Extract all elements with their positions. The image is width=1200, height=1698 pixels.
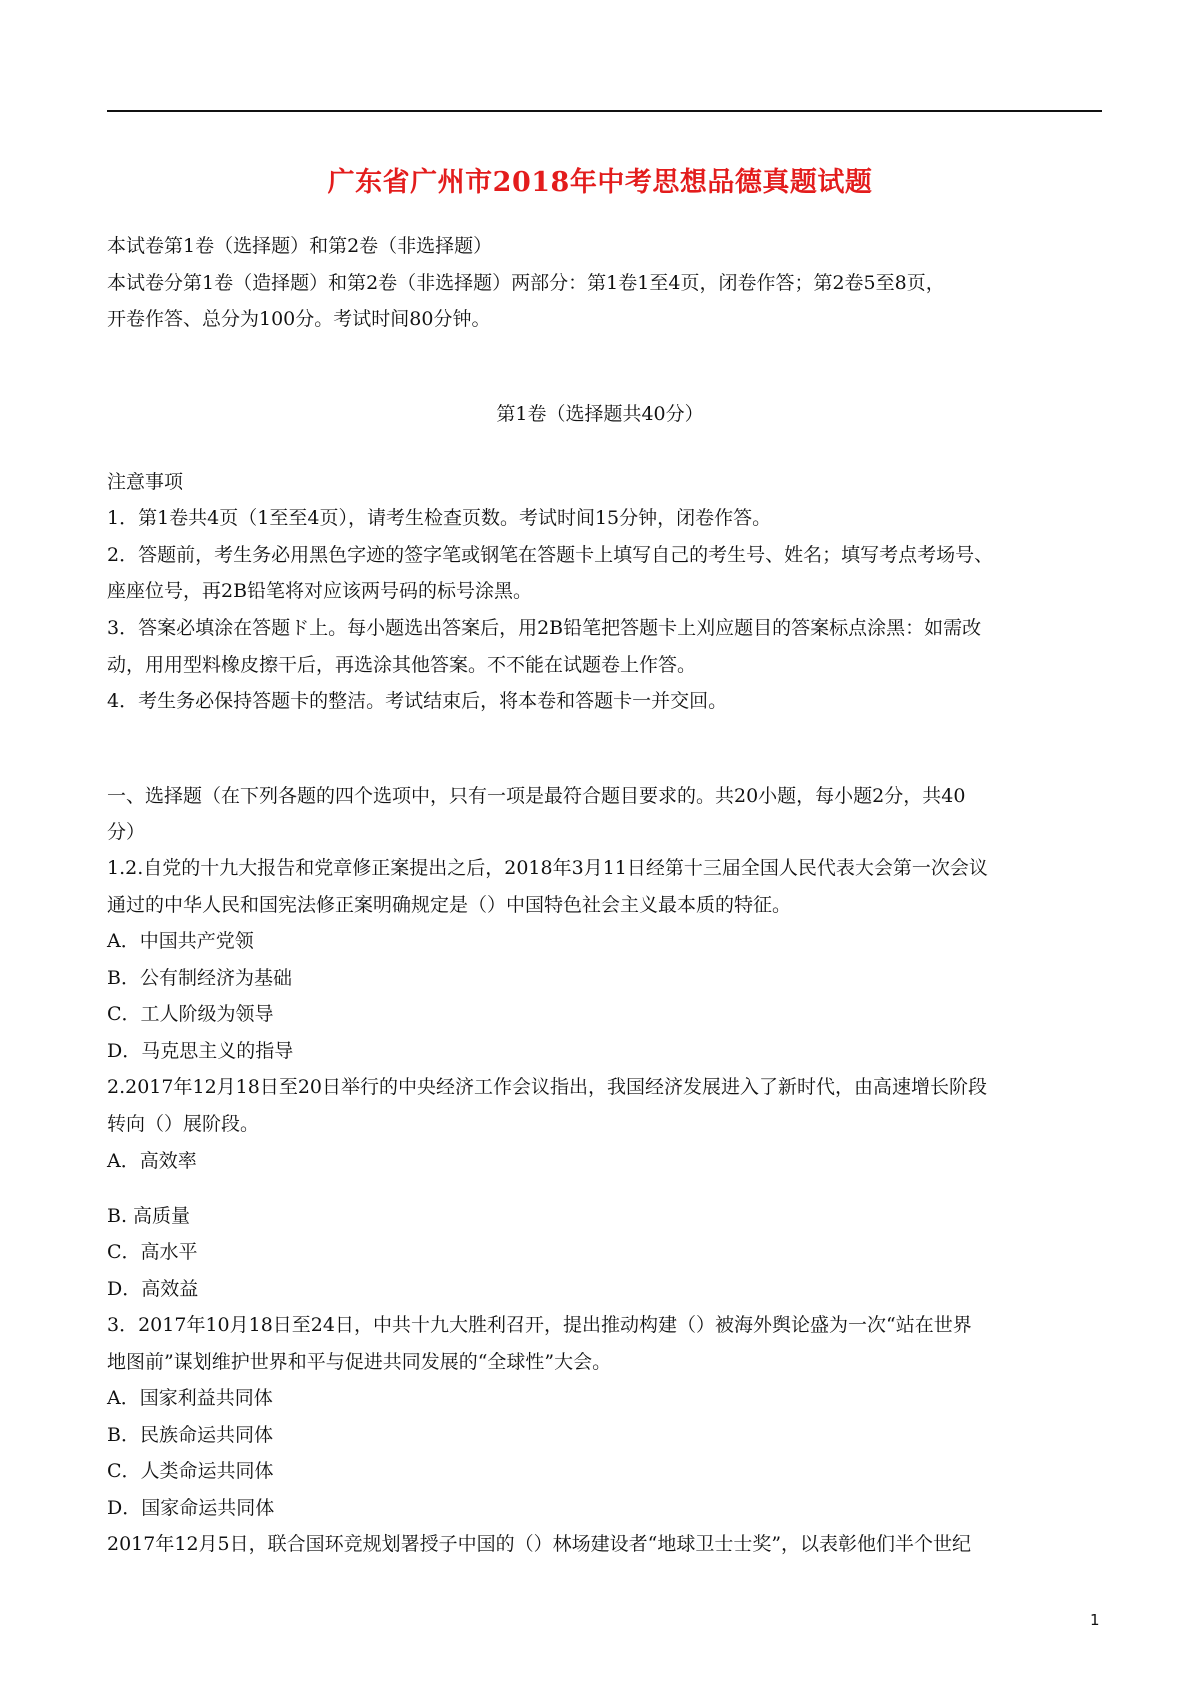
intro-line: 本试卷分第1卷（造择题）和第2卷（非选择题）两部分：第1卷1至4页，闭卷作答；第2卷5至8页， (107, 272, 945, 294)
question-stem: 2.2017年12月18日至20日举行的中央经济工作会议指出，我国经济发展进入了新时代，由高速增长阶段 (107, 1076, 988, 1098)
note-item: 1．第1卷共4页（1至至4页），请考生检查页数。考试时间15分钟，闭卷作答。 (107, 507, 772, 529)
note-item: 动，用用型料橡皮擦干后，再选涂其他答案。不不能在试题卷上作答。 (107, 654, 697, 676)
option: A．高效率 (107, 1150, 197, 1172)
question-stem: 转向（）展阶段。 (107, 1113, 260, 1135)
option: D．高效益 (107, 1278, 199, 1300)
note-item: 4．考生务必保持答题卡的整洁。考试结束后，将本卷和答题卡一并交回。 (107, 690, 728, 712)
document-title: 广东省广州市2018年中考思想品德真题试题 (327, 167, 873, 198)
header-rule (107, 110, 1102, 112)
note-item: 2．答题前，考生务必用黑色字迹的签字笔或钢笔在答题卡上填写自己的考生号、姓名；填写考点考场号、 (107, 544, 994, 566)
option: A．国家利益共同体 (107, 1387, 273, 1409)
note-item: 3．答案必填涂在答题ド上。每小题选出答案后，用2B铅笔把答题卡上刈应题目的答案标点涂黑：如需改 (107, 617, 982, 639)
option: A．中国共产党领 (107, 930, 254, 952)
option: C．工人阶级为领导 (107, 1003, 274, 1025)
option: C．高水平 (107, 1241, 198, 1263)
option: C．人类命运共同体 (107, 1460, 274, 1482)
option: B. 高质量 (107, 1205, 191, 1227)
option: D．国家命运共同体 (107, 1497, 275, 1519)
intro-line: 本试卷第1卷（选择题）和第2卷（非选择题） (107, 235, 493, 257)
question-stem: 1.2.自党的十九大报告和党章修正案提出之后，2018年3月11日经第十三届全国人民代表大会第一次会议 (107, 857, 988, 879)
option: B．公有制经济为基础 (107, 967, 292, 989)
question-stem: 通过的中华人民和国宪法修正案明确规定是（）中国特色社会主义最本质的特征。 (107, 894, 792, 916)
note-item: 座座位号，再2B铅笔将对应该两号码的标号涂黑。 (107, 580, 533, 602)
page-number: 1 (1090, 1611, 1100, 1629)
question-stem: 2017年12月5日，联合国环竞规划署授子中国的（）林场建设者“地球卫士士奖”，以表彰他们半个世纪 (107, 1533, 972, 1555)
option: D．马克思主义的指导 (107, 1040, 294, 1062)
option: B．民族命运共同体 (107, 1424, 273, 1446)
notes-heading: 注意事项 (107, 471, 184, 493)
part-heading: 一、选择题（在下列各题的四个选项中，只有一项是最符合题目要求的。共20小题，每小题2分，共40 (107, 785, 966, 807)
part-heading: 分） (107, 821, 146, 843)
intro-line: 开卷作答、总分为100分。考试时间80分钟。 (107, 308, 491, 330)
question-stem: 地图前”谋划维护世界和平与促进共同发展的“全球性”大会。 (107, 1351, 612, 1373)
question-stem: 3．2017年10月18日至24日，中共十九大胜利召开，提出推动构建（）被海外舆论盛为一次“站在世界 (107, 1314, 972, 1336)
section-title: 第1卷（选择题共40分） (496, 403, 704, 425)
